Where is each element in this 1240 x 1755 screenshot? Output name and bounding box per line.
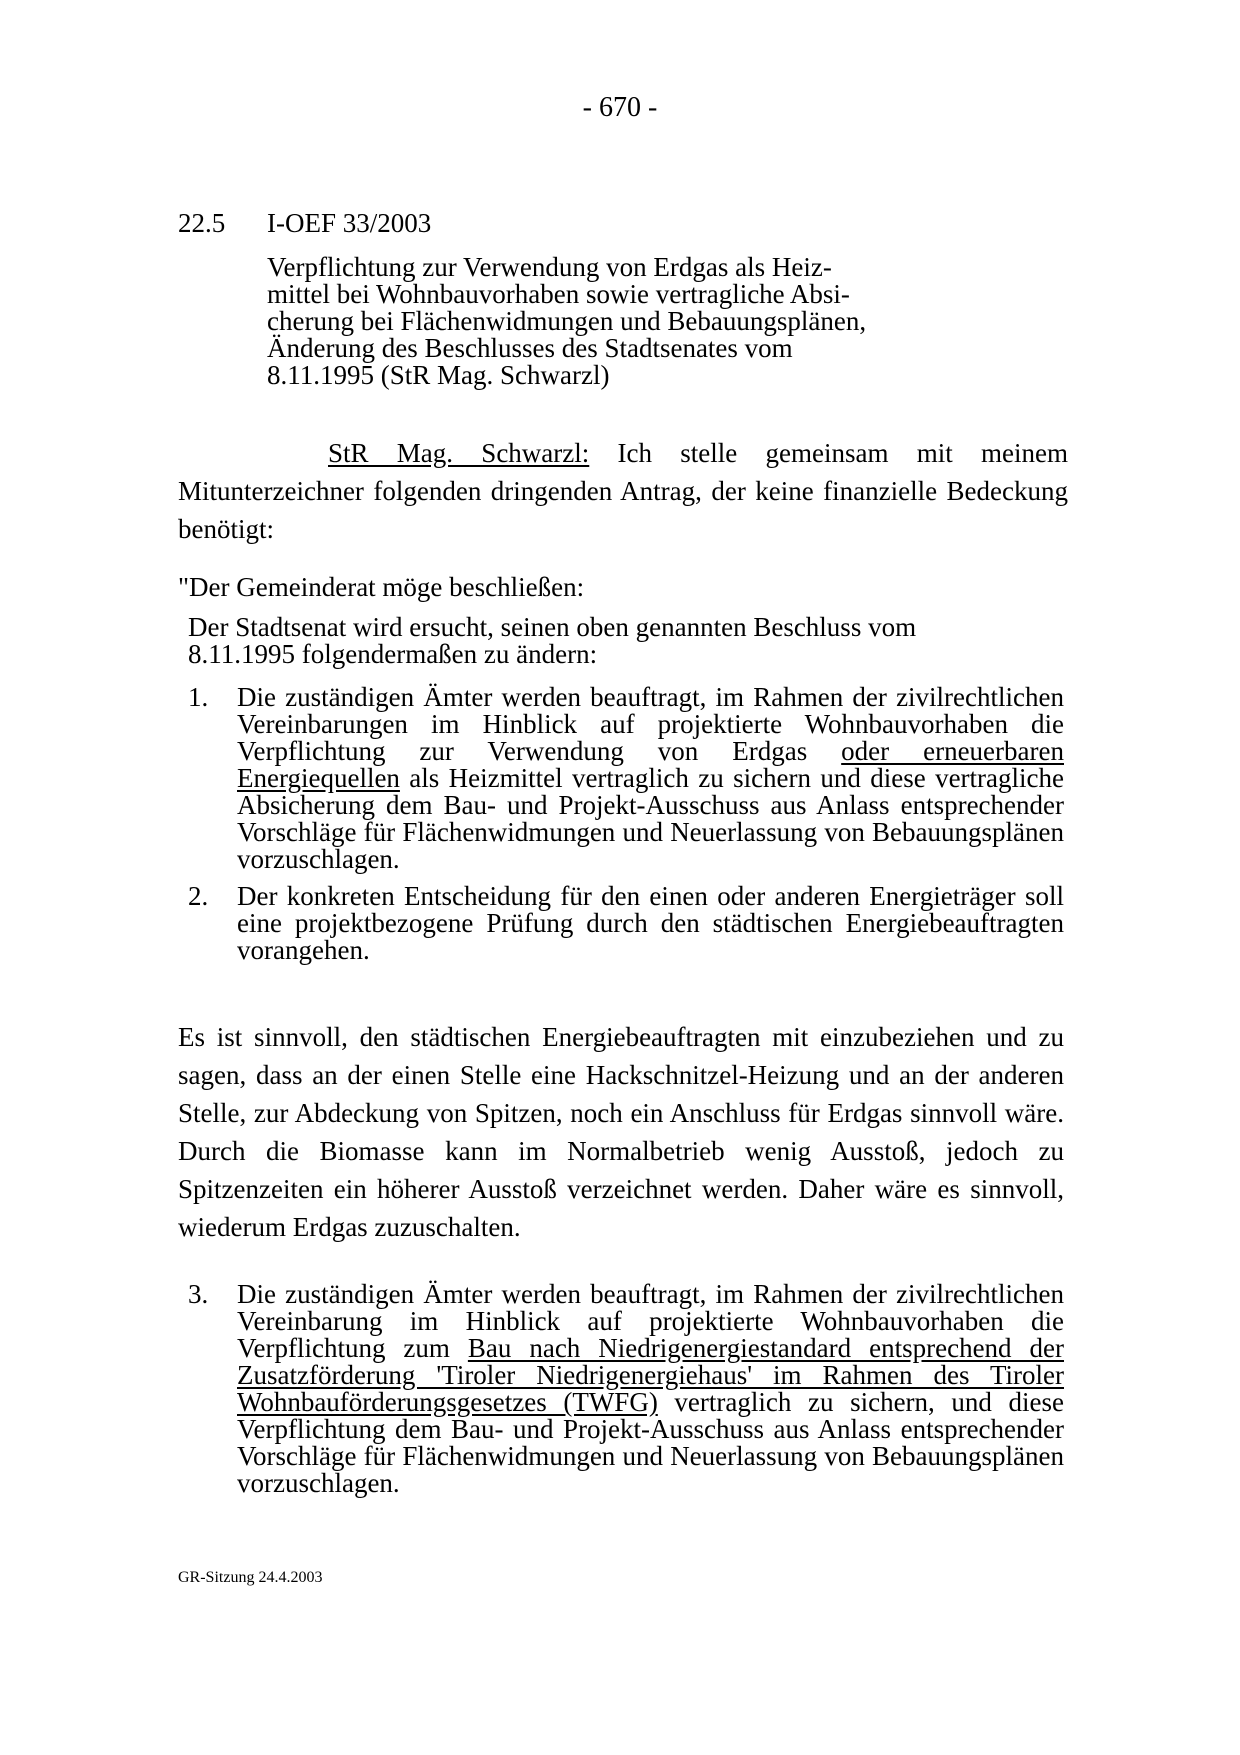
page-footer: GR-Sitzung 24.4.2003	[178, 1569, 323, 1586]
motion-body-line: 8.11.1995 folgendermaßen zu ändern:	[188, 639, 598, 669]
speaker-statement	[178, 434, 1068, 548]
motion-item-text: Der konkreten Entscheidung für den einen oder anderen Energieträger soll eine projektbezogene Prüfung durch den städtischen Energiebeauftragten vorangehen.	[237, 881, 1064, 965]
motion-item-number: 1.	[188, 682, 209, 712]
motion-list-continued	[188, 1281, 1064, 1507]
page-number: - 670 -	[582, 92, 658, 123]
motion-item-text: Die zuständigen Ämter werden beauftragt, im Rahmen der zivilrechtlichen Vereinbarung im Hinblick auf projektierte Wohnbauvorhaben die Verpflichtung zum	[237, 1279, 1064, 1363]
motion-item-3	[188, 1281, 1064, 1497]
motion-body-line: Der Stadtsenat wird ersucht, seinen oben genannten Beschluss vom	[188, 612, 917, 642]
subject-line: cherung bei Flächenwidmungen und Bebauungsplänen,	[267, 306, 867, 336]
motion-item-number: 3.	[188, 1279, 209, 1309]
motion-item-text: als Heizmittel vertraglich zu sichern und diese vertragliche Absicherung dem Bau- und Projekt-Ausschuss aus Anlass entsprechender Vorschläge für Flächenwidmungen und Neuerlassung von Bebauungsplänen vorzuschlagen.	[237, 763, 1064, 874]
motion-item-1	[188, 684, 1064, 873]
motion-item-2	[188, 883, 1064, 964]
motion-list	[188, 684, 1064, 974]
subject-line: 8.11.1995 (StR Mag. Schwarzl)	[267, 360, 610, 390]
motion-item-text: vertraglich zu sichern, und diese Verpflichtung dem Bau- und Projekt-Ausschuss aus Anlass entsprechender Vorschläge für Flächenwidmungen und Neuerlassung von Bebauungsplänen vorzuschlagen.	[237, 1387, 1064, 1498]
item-number: 22.5	[178, 208, 226, 238]
speaker-name: StR Mag. Schwarzl:	[328, 438, 590, 468]
motion-item-underlined: oder erneuerbaren Energiequellen	[237, 736, 1064, 793]
subject-line: mittel bei Wohnbauvorhaben sowie vertragliche Absi-	[267, 279, 850, 309]
item-reference: I-OEF 33/2003	[267, 208, 432, 238]
motion-body	[188, 614, 988, 668]
explanation-paragraph: Es ist sinnvoll, den städtischen Energiebeauftragten mit einzubeziehen und zu sagen, dass an der einen Stelle eine Hackschnitzel-Heizung und an der anderen Stelle, zur Abdeckung von Spitzen, noch ein Anschluss für Erdgas sinnvoll wäre. Durch die Biomasse kann im Normalbetrieb wenig Ausstoß, jedoch zu Spitzenzeiten ein höherer Ausstoß verzeichnet werden. Daher wäre es sinnvoll, wiederum Erdgas zuzuschalten.	[178, 1022, 1064, 1242]
item-subject	[267, 254, 967, 389]
motion-item-text: Die zuständigen Ämter werden beauftragt, im Rahmen der zivilrechtlichen Vereinbarungen im Hinblick auf projektierte Wohnbauvorhaben die Verpflichtung zur Verwendung von Erdgas	[237, 682, 1064, 766]
motion-item-underlined: Bau nach Niedrigenergiestandard entsprechend der Zusatzförderung 'Tiroler Niedrigenergiehaus' im Rahmen des Tiroler Wohnbauförderungsgesetzes (TWFG)	[237, 1333, 1064, 1417]
motion-intro: "Der Gemeinderat möge beschließen:	[178, 572, 585, 602]
subject-line: Verpflichtung zur Verwendung von Erdgas als Heiz-	[267, 252, 832, 282]
subject-line: Änderung des Beschlusses des Stadtsenates vom	[267, 333, 793, 363]
speaker-text: Ich stelle gemeinsam mit meinem Mitunterzeichner folgenden dringenden Antrag, der keine finanzielle Bedeckung benötigt:	[178, 438, 1068, 544]
motion-item-number: 2.	[188, 881, 209, 911]
